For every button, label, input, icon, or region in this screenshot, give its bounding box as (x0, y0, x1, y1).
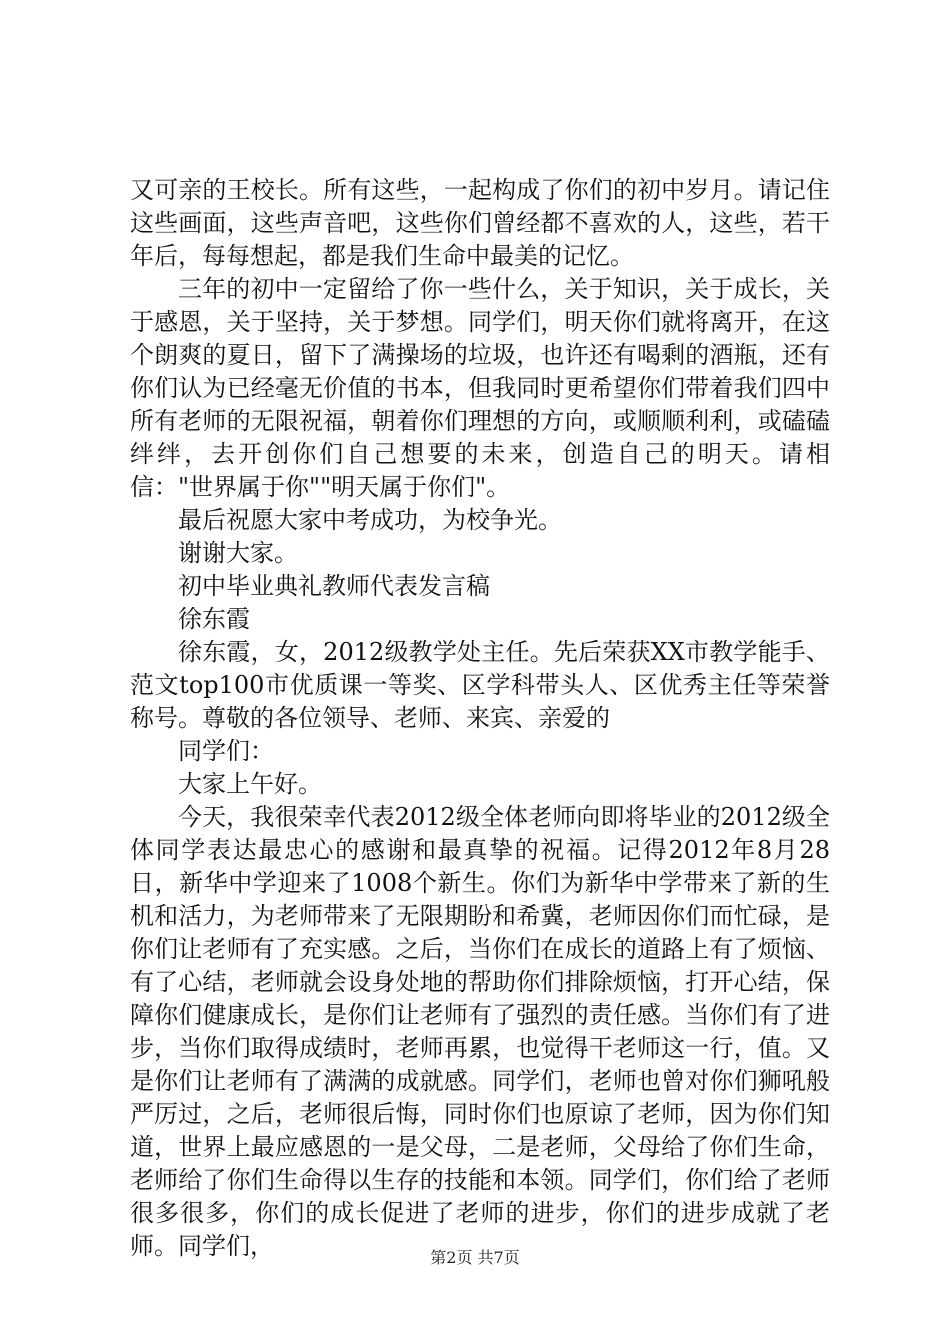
greeting-morning: 大家上午好。 (178, 770, 322, 798)
speaker-bio: 徐东霞，女，2012级教学处主任。先后荣获XX市教学能手、范文top100市优质课一等奖、区学科带头人、区优秀主任等荣誉称号。尊敬的各位领导、老师、来宾、亲爱的 (130, 638, 830, 732)
page-number-footer: 第2页 共7页 (430, 1248, 520, 1267)
paragraph-three-years: 三年的初中一定留给了你一些什么，关于知识，关于成长，关于感恩，关于坚持，关于梦想。同学们，明天你们就将离开，在这个朗爽的夏日，留下了满操场的垃圾，也许还有喝剩的酒瓶，还有你们认为已经毫无价值的书本，但我同时更希望你们带着我们四中所有老师的无限祝福，朝着你们理想的方向，或顺顺利利，或磕磕绊绊，去开创你们自己想要的未来，创造自己的明天。请相信："世界属于你""明天属于你们"。 (130, 275, 830, 501)
speech-title: 初中毕业典礼教师代表发言稿 (178, 572, 490, 600)
speaker-name: 徐东霞 (178, 605, 250, 633)
paragraph-thanks: 谢谢大家。 (178, 539, 298, 567)
greeting-students: 同学们： (178, 737, 274, 765)
paragraph-wishes: 最后祝愿大家中考成功，为校争光。 (178, 506, 562, 534)
document-body (130, 174, 830, 1263)
paragraph-continuation: 又可亲的王校长。所有这些，一起构成了你们的初中岁月。请记住这些画面，这些声音吧，这些你们曾经都不喜欢的人，这些，若干年后，每每想起，都是我们生命中最美的记忆。 (130, 176, 830, 270)
paragraph-today: 今天，我很荣幸代表2012级全体老师向即将毕业的2012级全体同学表达最忠心的感谢和最真挚的祝福。记得2012年8月28日，新华中学迎来了1008个新生。你们为新华中学带来了新的生机和活力，为老师带来了无限期盼和希冀，老师因你们而忙碌，是你们让老师有了充实感。之后，当你们在成长的道路上有了烦恼、有了心结，老师就会设身处地的帮助你们排除烦恼，打开心结，保障你们健康成长，是你们让老师有了强烈的责任感。当你们有了进步，当你们取得成绩时，老师再累，也觉得干老师这一行，值。又是你们让老师有了满满的成就感。同学们，老师也曾对你们狮吼般严厉过，之后，老师很后悔，同时你们也原谅了老师，因为你们知道，世界上最应感恩的一是父母，二是老师，父母给了你们生命，老师给了你们生命得以生存的技能和本领。同学们，你们给了老师很多很多，你们的成长促进了老师的进步，你们的进步成就了老师。同学们， (130, 803, 830, 1260)
